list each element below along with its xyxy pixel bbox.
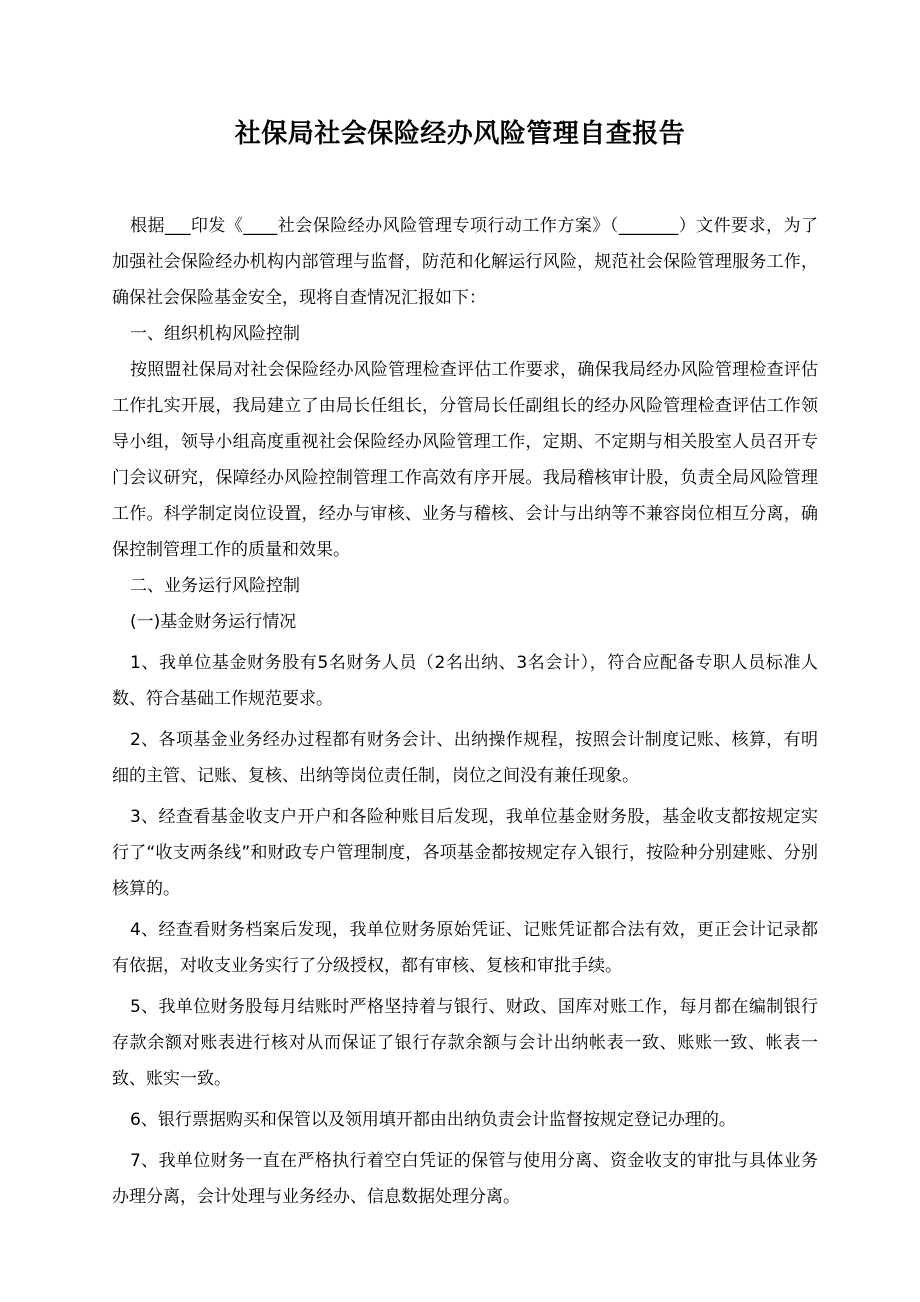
list-item: 1、我单位基金财务股有5名财务人员（2名出纳、3名会计），符合应配备专职人员标准人数、符合基础工作规范要求。 <box>112 653 818 709</box>
list-item: 4、经查看财务档案后发现，我单位财务原始凭证、记账凭证都合法有效，更正会计记录都有依据，对收支业务实行了分级授权，都有审核、复核和审批手续。 <box>112 920 818 976</box>
subsection-heading-fund-finance: (一)基金财务运行情况 <box>130 612 297 632</box>
document-body <box>112 208 818 1215</box>
document-title: 社保局社会保险经办风险管理自查报告 <box>234 119 686 149</box>
intro-paragraph: 根据___印发《____社会保险经办风险管理专项行动工作方案》（_______）文件要求，为了加强社会保险经办机构内部管理与监督，防范和化解运行风险，规范社会保险管理服务工作，确保社会保险基金安全，现将自查情况汇报如下： <box>112 216 818 308</box>
list-item: 5、我单位财务股每月结账时严格坚持着与银行、财政、国库对账工作，每月都在编制银行存款余额对账表进行核对从而保证了银行存款余额与会计出纳帐表一致、账账一致、帐表一致、账实一致。 <box>112 997 818 1089</box>
section-heading-organization: 一、组织机构风险控制 <box>130 324 300 344</box>
list-item: 7、我单位财务一直在严格执行着空白凭证的保管与使用分离、资金收支的审批与具体业务办理分离，会计处理与业务经办、信息数据处理分离。 <box>112 1151 818 1207</box>
list-item: 3、经查看基金收支户开户和各险种账目后发现，我单位基金财务股，基金收支都按规定实行了“收支两条线”和财政专户管理制度，各项基金都按规定存入银行，按险种分别建账、分别核算的。 <box>112 807 818 899</box>
section-heading-operations: 二、业务运行风险控制 <box>130 576 300 596</box>
list-item: 2、各项基金业务经办过程都有财务会计、出纳操作规程，按照会计制度记账、核算，有明细的主管、记账、复核、出纳等岗位责任制，岗位之间没有兼任现象。 <box>112 730 818 786</box>
list-item: 6、银行票据购买和保管以及领用填开都由出纳负责会计监督按规定登记办理的。 <box>130 1110 736 1130</box>
section-paragraph-organization: 按照盟社保局对社会保险经办风险管理检查评估工作要求，确保我局经办风险管理检查评估工作扎实开展，我局建立了由局长任组长，分管局长任副组长的经办风险管理检查评估工作领导小组，领导小组高度重视社会保险经办风险管理工作，定期、不定期与相关股室人员召开专门会议研究，保障经办风险控制管理工作高效有序开展。我局稽核审计股，负责全局风险管理工作。科学制定岗位设置，经办与审核、业务与稽核、会计与出纳等不兼容岗位相互分离，确保控制管理工作的质量和效果。 <box>112 360 818 560</box>
